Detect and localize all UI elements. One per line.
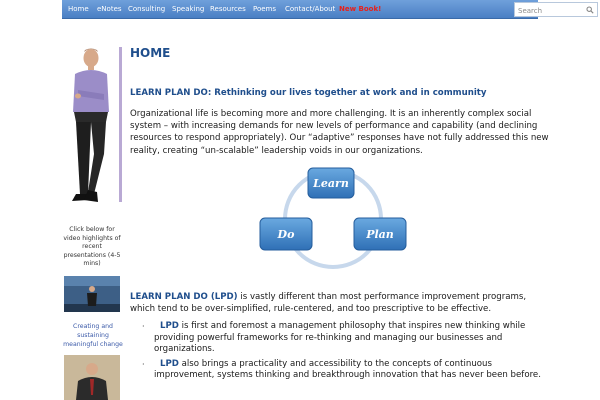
video-thumbnail[interactable]: [64, 276, 120, 312]
search-input[interactable]: [515, 3, 585, 16]
bullet-text: also brings a practicality and accessibility to the concepts of continuous improvement, systems thinking and breakthrough innovation that has never been before.: [154, 358, 541, 381]
do-node: [260, 218, 312, 250]
learn-plan-do-cycle: [250, 164, 420, 272]
list-item: [142, 321, 542, 356]
nav-consulting[interactable]: Consulting: [128, 5, 166, 13]
lpd-text: is vastly different than most performance improvement programs, which tend to be over-simplified, rule-centered, and too prescriptive to be effective.: [130, 292, 527, 314]
page-title: HOME: [130, 46, 171, 60]
search-icon[interactable]: [586, 6, 594, 14]
lpd-paragraph: [130, 292, 542, 315]
learn-label: Learn: [313, 177, 349, 190]
learn-node: [308, 168, 354, 198]
nav-home[interactable]: Home: [68, 5, 89, 13]
sidebar-divider: [119, 47, 122, 202]
do-label: Do: [277, 228, 295, 241]
author-photo: [64, 44, 118, 210]
nav-speaking[interactable]: Speaking: [172, 5, 205, 13]
bullet-lead: LPD: [160, 321, 179, 331]
nav-new-book[interactable]: New Book!: [339, 5, 382, 13]
list-item: [142, 359, 542, 382]
plan-label: Plan: [366, 228, 394, 241]
creating-change-link[interactable]: Creating and sustaining meaningful change: [63, 323, 123, 348]
video-caption: Click below for video highlights of recent presentations (4-5 mins): [63, 226, 121, 267]
video-thumbnail-2[interactable]: [64, 355, 120, 400]
nav-poems[interactable]: Poems: [253, 5, 277, 13]
nav-resources[interactable]: Resources: [210, 5, 246, 13]
bullet-dot-icon: ·: [142, 322, 145, 331]
nav-enotes[interactable]: eNotes: [97, 5, 122, 13]
intro-paragraph: Organizational life is becoming more and more challenging. It is an inherently complex social system – with increasing demands for new levels of performance and capability (and declining resources to respond appropriately). Our “adaptive” responses have not fully addressed this new reality, creating “un-scalable” leadership voids in our organizations.: [130, 109, 549, 156]
nav-contact-about[interactable]: Contact/About: [285, 5, 336, 13]
page-subtitle: LEARN PLAN DO: Rethinking our lives together at work and in community: [130, 88, 487, 98]
lpd-bullet-list: [142, 321, 542, 385]
search-box: [514, 2, 598, 17]
lpd-lead: LEARN PLAN DO (LPD): [130, 292, 238, 302]
bullet-dot-icon: ·: [142, 359, 145, 369]
bullet-text: is first and foremost a management philosophy that inspires new thinking while providing powerful frameworks for re-thinking and managing our businesses and organizations.: [154, 321, 526, 355]
plan-node: [354, 218, 406, 250]
bullet-lead: LPD: [160, 358, 179, 369]
top-nav-bar: [62, 0, 538, 19]
